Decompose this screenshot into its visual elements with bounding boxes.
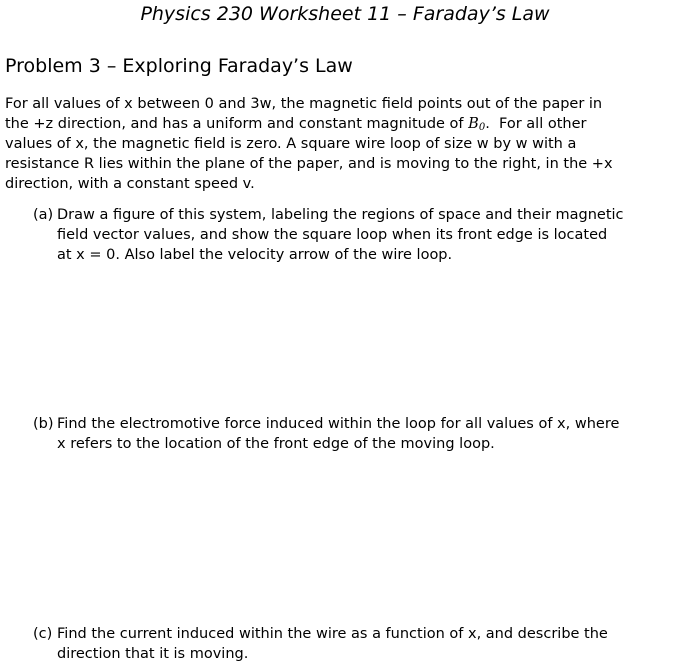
worksheet-title: Physics 230 Worksheet 11 – Faraday’s Law [140,3,550,25]
part-b [33,414,688,454]
part-b-text [57,414,688,454]
part-a-line: Draw a figure of this system, labeling the regions of space and their magnetic [57,207,624,223]
problem-heading: Problem 3 – Exploring Faraday’s Law [5,55,353,77]
part-c [33,624,688,664]
part-c-label: (c) [33,626,53,642]
part-b-label: (b) [33,416,54,432]
part-a-label: (a) [33,207,54,223]
problem-statement-line: resistance R lies within the plane of the paper, and is moving to the right, in the +x [5,156,613,172]
problem-statement-line [5,114,685,134]
part-b-line: x refers to the location of the front edge of the moving loop. [57,436,495,452]
problem-statement-line: direction, with a constant speed v. [5,176,255,192]
problem-statement-text: the +z direction, and has a uniform and constant magnitude of [5,116,464,132]
part-c-text [57,624,688,664]
magnetic-field-symbol [468,116,485,132]
magnetic-field-subscript: 0 [478,122,486,133]
problem-statement-line: For all values of x between 0 and 3w, the magnetic field points out of the paper in [5,96,603,112]
problem-statement [5,94,685,194]
part-a-line: at x = 0. Also label the velocity arrow of the wire loop. [57,247,453,263]
magnetic-field-letter: B [468,116,479,132]
part-a-line: field vector values, and show the square loop when its front edge is located [57,227,608,243]
part-c-line: direction that it is moving. [57,646,249,662]
part-c-line: Find the current induced within the wire as a function of x, and describe the [57,626,608,642]
part-b-line: Find the electromotive force induced within the loop for all values of x, where [57,416,620,432]
part-a [33,205,688,265]
problem-statement-line: values of x, the magnetic field is zero. A square wire loop of size w by w with a [5,136,577,152]
problem-statement-text: . For all other [485,116,587,132]
part-a-text [57,205,688,265]
